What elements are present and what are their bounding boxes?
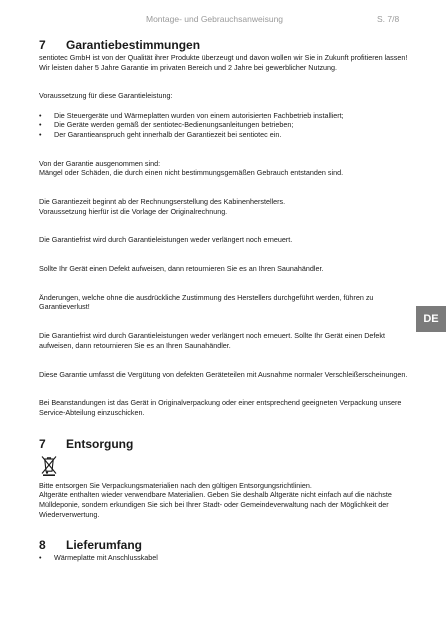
section-number: 8 xyxy=(39,538,46,553)
list-item: • Der Garantieanspruch geht innerhalb der Garantiezeit bei sentiotec ein. xyxy=(39,130,415,140)
list-item: • Die Steuergeräte und Wärmeplatten wurden von einem autorisierten Fachbetrieb installiert; xyxy=(39,111,415,121)
section-title: Entsorgung xyxy=(66,436,134,451)
start-line-2: Voraussetzung hierfür ist die Vorlage der Originalrechnung. xyxy=(39,206,228,216)
page-content xyxy=(39,38,415,573)
changes-text: Änderungen, welche ohne die ausdrückliche Zustimmung des Herstellers durchgeführt werden, führen zu Garantieverlust! xyxy=(39,292,374,312)
section-number: 7 xyxy=(39,38,46,52)
excluded-text: Mängel oder Schäden, die durch einen nicht bestimmungsgemäßen Gebrauch entstanden sind. xyxy=(39,168,344,178)
extension-text: Die Garantiefrist wird durch Garantieleistungen weder verlängert noch erneuert. xyxy=(39,235,293,245)
disposal-line-2: Altgeräte enthalten wieder verwendbare Materialien. Geben Sie deshalb Altgeräte nicht einfach auf die nächste Mülldeponie, sondern erkundigen Sie sich bei Ihrer Stadt- oder Gemeindeverwaltung nach der Möglichkeit der Wiederverwertung. xyxy=(39,490,392,519)
crossed-out-wheelie-bin-icon xyxy=(39,454,59,476)
start-line-1: Die Garantiezeit beginnt ab der Rechnungserstellung des Kabinenherstellers. xyxy=(39,196,286,206)
section-number: 7 xyxy=(39,436,46,451)
list-item: • Die Geräte werden gemäß der sentiotec-Bedienungsanleitungen betrieben; xyxy=(39,120,415,130)
document-title: Montage- und Gebrauchsanweisung xyxy=(146,14,284,24)
section-title: Garantiebestimmungen xyxy=(66,38,201,52)
conditions-label: Voraussetzung für diese Garantieleistung: xyxy=(39,91,173,101)
delivery-heading xyxy=(39,538,415,552)
excluded-label: Von der Garantie ausgenommen sind: xyxy=(39,158,161,168)
disposal-heading xyxy=(39,437,415,451)
section-title: Lieferumfang xyxy=(66,538,143,553)
page-number: S. 7/8 xyxy=(377,14,400,24)
delivery-list xyxy=(39,553,415,563)
language-tab: DE xyxy=(416,306,446,332)
extension-defect-text: Die Garantiefrist wird durch Garantieleistungen weder verlängert noch erneuert. Sollte Ihr Gerät einen Defekt aufweisen, dann retournieren Sie es an Ihren Saunahändler. xyxy=(39,331,385,350)
list-item: • Wärmeplatte mit Anschlusskabel xyxy=(39,553,415,563)
conditions-list xyxy=(39,111,415,140)
guarantee-intro: sentiotec GmbH ist von der Qualität ihrer Produkte überzeugt und davon wollen wir Sie in Zukunft profitieren lassen! Wir leisten daher 5 Jahre Garantie im privaten Bereich und 2 Jahre bei gewerblicher Nutzung. xyxy=(39,53,408,72)
disposal-line-1: Bitte entsorgen Sie Verpackungsmaterialien nach den gültigen Entsorgungsrichtlinien. xyxy=(39,480,312,490)
page-header xyxy=(0,8,446,24)
complaints-text: Bei Beanstandungen ist das Gerät in Originalverpackung oder einer entsprechend geeigneten Verpackung unsere Service-Abteilung einzuschicken. xyxy=(39,398,402,417)
defect-text: Sollte Ihr Gerät einen Defekt aufweisen, dann retournieren Sie es an Ihren Saunahändler. xyxy=(39,264,324,274)
guarantee-heading xyxy=(39,38,415,52)
wear-text: Diese Garantie umfasst die Vergütung von defekten Geräteteilen mit Ausnahme normaler Verschleißerscheinungen. xyxy=(39,369,408,379)
